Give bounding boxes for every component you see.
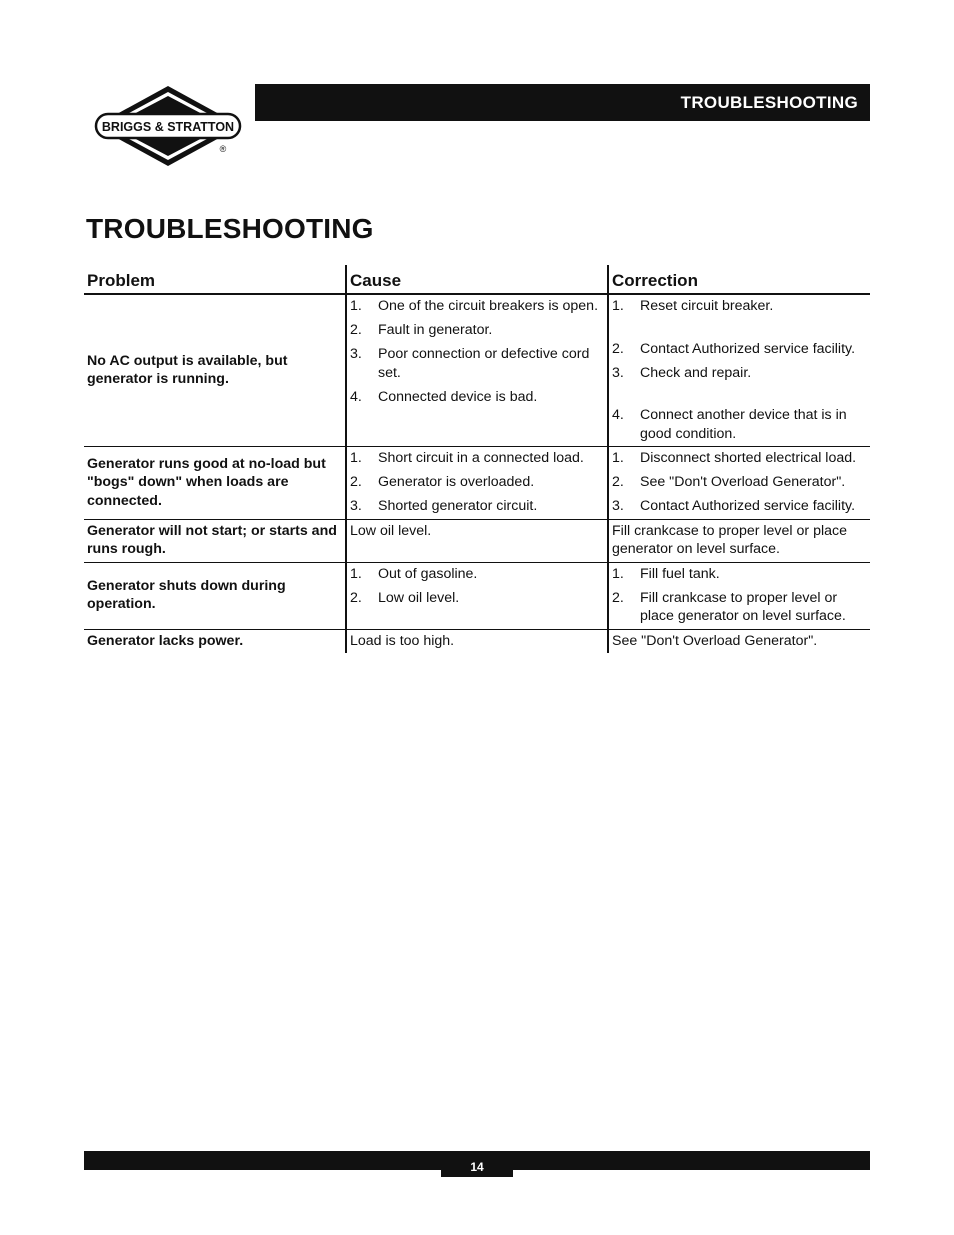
cause-list <box>350 297 604 406</box>
section-header-bar <box>255 84 870 121</box>
column-header-cause: Cause <box>346 265 608 294</box>
correction-cell: See "Don't Overload Generator". <box>608 629 870 653</box>
page-title: TROUBLESHOOTING <box>86 213 374 244</box>
cause-cell: Load is too high. <box>346 629 608 653</box>
list-item: 2. Fill crankcase to proper level or place generator on level surface. <box>612 589 846 624</box>
section-label: TROUBLESHOOTING <box>680 93 858 112</box>
list-item: 3. Poor connection or defective cord set. <box>350 346 590 381</box>
cause-cell <box>346 562 608 629</box>
table-header-row <box>84 265 870 294</box>
list-item: 2. Low oil level. <box>350 589 460 606</box>
problem-cell: Generator shuts down during operation. <box>84 562 346 629</box>
list-item: 3. Check and repair. <box>612 364 752 381</box>
list-item: 2. Fault in generator. <box>350 322 493 338</box>
table-row <box>84 519 870 562</box>
registered-mark: ® <box>219 144 227 154</box>
problem-cell: Generator will not start; or starts and runs rough. <box>84 519 346 562</box>
column-header-correction: Correction <box>608 265 870 294</box>
problem-cell: Generator lacks power. <box>84 629 346 653</box>
cause-list <box>350 565 604 608</box>
correction-list <box>612 449 867 516</box>
table-row <box>84 629 870 653</box>
troubleshooting-table <box>84 265 870 653</box>
problem-cell: No AC output is available, but generator is running. <box>87 352 288 387</box>
list-item: 1. Out of gasoline. <box>350 565 478 582</box>
list-item: 3. Shorted generator circuit. <box>350 498 538 514</box>
list-item: 2. Contact Authorized service facility. <box>612 340 856 357</box>
page-number: 14 <box>441 1155 513 1177</box>
table-row <box>84 447 870 520</box>
correction-list <box>612 297 867 443</box>
cause-list <box>350 449 604 516</box>
list-item: 4. Connected device is bad. <box>350 388 538 405</box>
cause-cell <box>346 447 608 520</box>
list-item: 1. Short circuit in a connected load. <box>350 450 584 466</box>
list-item: 1. One of the circuit breakers is open. <box>350 298 599 314</box>
list-item: 1. Reset circuit breaker. <box>612 298 774 314</box>
correction-cell <box>608 562 870 629</box>
table-row <box>84 562 870 629</box>
problem-cell: Generator runs good at no-load but "bogs" down" when loads are connected. <box>84 447 346 520</box>
briggs-stratton-logo <box>93 84 243 168</box>
correction-cell: Fill crankcase to proper level or place generator on level surface. <box>608 519 870 562</box>
correction-cell <box>608 447 870 520</box>
table-row <box>84 294 870 447</box>
list-item: 1. Disconnect shorted electrical load. <box>612 450 857 466</box>
logo-text: BRIGGS & STRATTON <box>101 120 235 134</box>
cause-cell <box>346 294 608 447</box>
list-item: 4. Connect another device that is in good condition. <box>612 407 847 442</box>
column-header-problem: Problem <box>84 265 346 294</box>
cause-cell: Low oil level. <box>346 519 608 562</box>
list-item: 3. Contact Authorized service facility. <box>612 498 856 514</box>
list-item: 2. See "Don't Overload Generator". <box>612 474 846 490</box>
list-item: 2. Generator is overloaded. <box>350 474 535 490</box>
correction-list <box>612 565 867 626</box>
list-item: 1. Fill fuel tank. <box>612 565 720 582</box>
correction-cell <box>608 294 870 447</box>
